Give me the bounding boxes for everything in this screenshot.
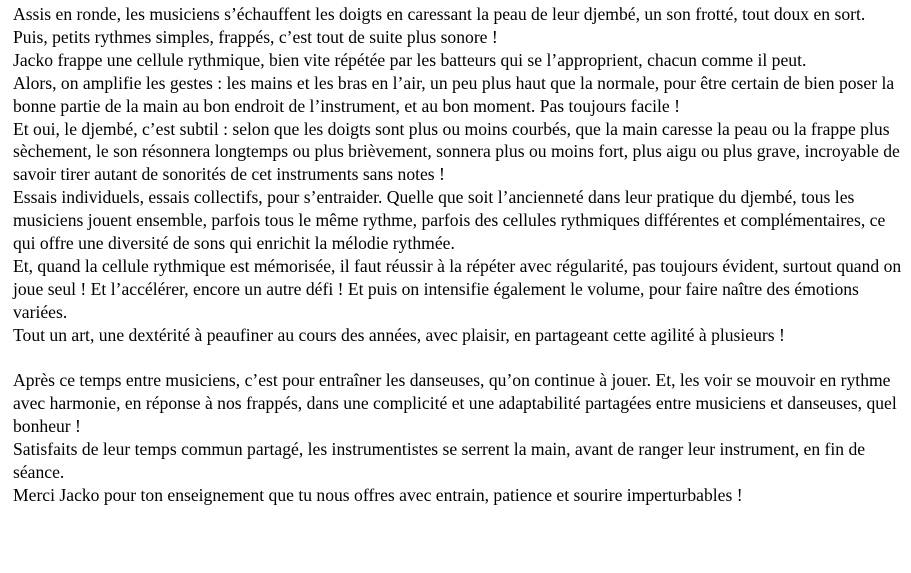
document-body: [13, 3, 908, 507]
paragraph-memorized-cell: Et, quand la cellule rythmique est mémorisée, il faut réussir à la répéter avec régularité, pas toujours évident, surtout quand on joue seul ! Et l’accélérer, encore un autre défi ! Et puis on intensifie également le volume, pour faire naître des émotions variées.: [13, 255, 902, 322]
paragraph-djembe-subtle: Et oui, le djembé, c’est subtil : selon que les doigts sont plus ou moins courbés, que la main caresse la peau ou la frappe plus sèchement, le son résonnera longtemps ou plus brièvement, sonnera plus ou moins fort, plus aigu ou plus grave, incroyable de savoir tirer autant de sonorités de cet instruments sans notes !: [13, 118, 900, 185]
paragraph-amplify-gestures: Alors, on amplifie les gestes : les mains et les bras en l’air, un peu plus haut que la normale, pour être certain de bien poser la bonne partie de la main au bon endroit de l’instrument, et au bon moment. Pas toujours facile !: [13, 72, 895, 116]
paragraph-whole-art: Tout un art, une dextérité à peaufiner au cours des années, avec plaisir, en partageant cette agilité à plusieurs !: [13, 324, 785, 345]
paragraph-individual-collective: Essais individuels, essais collectifs, pour s’entraider. Quelle que soit l’ancienneté dans leur pratique du djembé, tous les musiciens jouent ensemble, parfois tous le même rythme, parfois des cellules rythmiques différentes et complémentaires, ce qui offre une diversité de sons qui enrichit la mélodie rythmée.: [13, 187, 886, 254]
paragraph-warmup: Assis en ronde, les musiciens s’échauffent les doigts en caressant la peau de leur djembé, un son frotté, tout doux en sort.: [13, 4, 866, 24]
paragraph-simple-rhythms: Puis, petits rythmes simples, frappés, c’est tout de suite plus sonore !: [13, 26, 498, 47]
paragraph-thanks-jacko: Merci Jacko pour ton enseignement que tu nous offres avec entrain, patience et sourire imperturbables !: [13, 485, 743, 506]
paragraph-spacer: [13, 347, 908, 370]
paragraph-jacko-cell: Jacko frappe une cellule rythmique, bien vite répétée par les batteurs qui se l’approprient, chacun comme il peut.: [13, 49, 807, 70]
paragraph-dancers: Après ce temps entre musiciens, c’est pour entraîner les danseuses, qu’on continue à jouer. Et, les voir se mouvoir en rythme avec harmonie, en réponse à nos frappés, dans une complicité et une adaptabilité partagées entre musiciens et danseuses, quel bonheur !: [13, 370, 897, 437]
paragraph-handshake: Satisfaits de leur temps commun partagé, les instrumentistes se serrent la main, avant de ranger leur instrument, en fin de séance.: [13, 439, 866, 483]
